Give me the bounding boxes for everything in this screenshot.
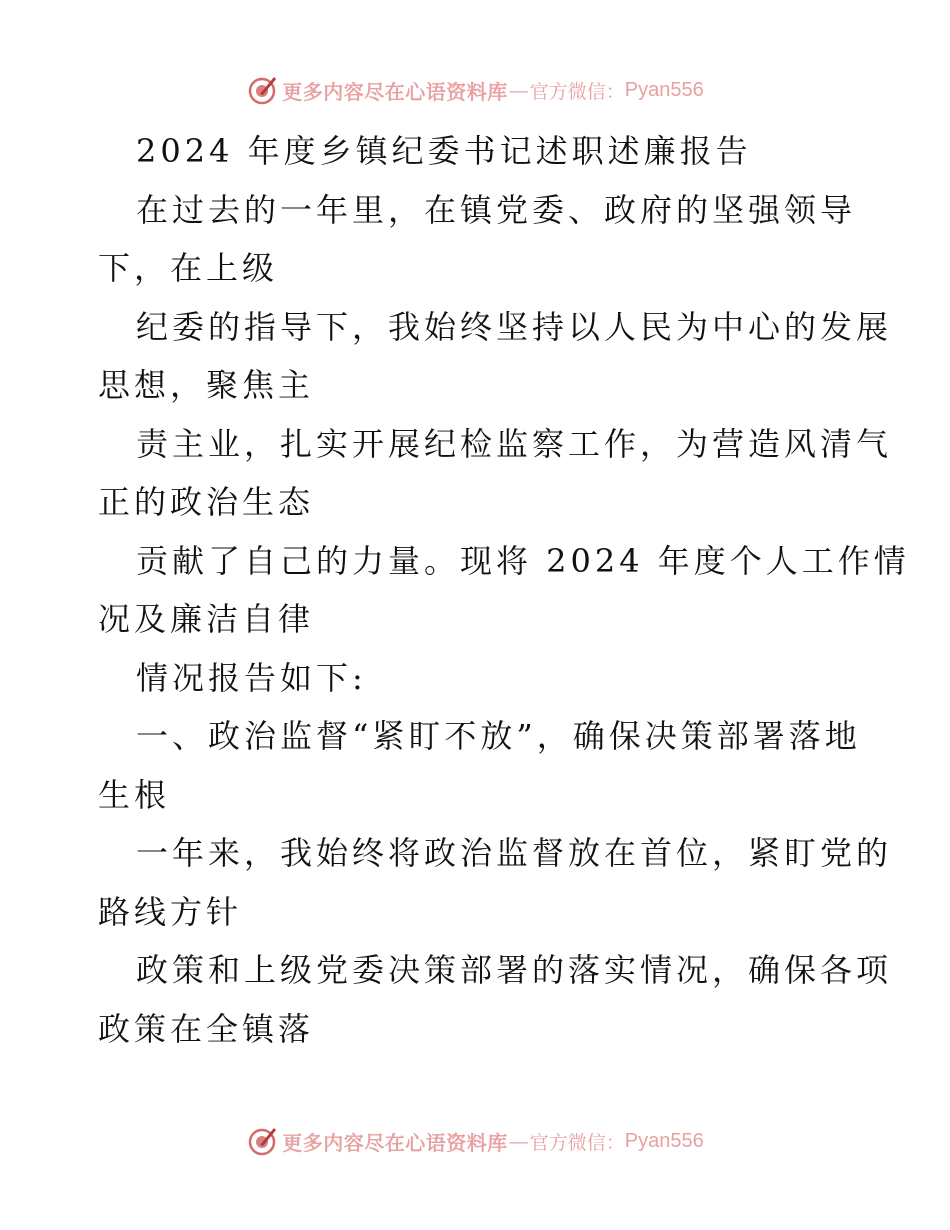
document-body [98, 122, 910, 1058]
watermark-dash: — [508, 1129, 529, 1153]
paragraph-line: 责主业，扎实开展纪检监察工作，为营造风清气 [136, 424, 893, 463]
watermark-wechat-id: Pyan556 [624, 1129, 704, 1152]
paragraph-line: 正的政治生态 [98, 483, 315, 521]
paragraph-line: 纪委的指导下，我始终坚持以人民为中心的发展 [136, 307, 893, 346]
watermark-wechat-label: 官方微信： [529, 1131, 625, 1154]
watermark-wechat-id: Pyan556 [624, 78, 704, 101]
watermark-wechat-label: 官方微信： [529, 80, 625, 103]
paragraph-line: 贡献了自己的力量。现将 2024 年度个人工作情 [136, 541, 910, 580]
paragraph-line: 下，在上级 [98, 249, 279, 287]
paragraph-line: 思想，聚焦主 [98, 366, 315, 404]
paragraph-line: 政策在全镇落 [98, 1009, 315, 1048]
header-watermark [0, 70, 950, 110]
watermark-brand-text: 更多内容尽在心语资料库 [282, 79, 508, 104]
watermark-dash: — [508, 78, 529, 102]
section-heading: 一、政治监督“紧盯不放”，确保决策部署落地 [136, 717, 861, 755]
paragraph-line: 况及廉洁自律 [98, 600, 315, 638]
footer-watermark [0, 1121, 950, 1161]
document-title: 2024 年度乡镇纪委书记述职述廉报告 [136, 132, 752, 170]
quill-seal-icon [246, 74, 278, 106]
section-heading-continued: 生根 [98, 775, 171, 814]
quill-seal-icon [246, 1125, 278, 1157]
paragraph-line: 情况报告如下: [136, 658, 367, 697]
paragraph-line: 在过去的一年里，在镇党委、政府的坚强领导 [136, 190, 857, 229]
paragraph-line: 路线方针 [98, 892, 243, 931]
watermark-brand-text: 更多内容尽在心语资料库 [282, 1130, 508, 1155]
paragraph-line: 政策和上级党委决策部署的落实情况，确保各项 [136, 951, 893, 989]
paragraph-line: 一年来，我始终将政治监督放在首位，紧盯党的 [136, 834, 893, 872]
